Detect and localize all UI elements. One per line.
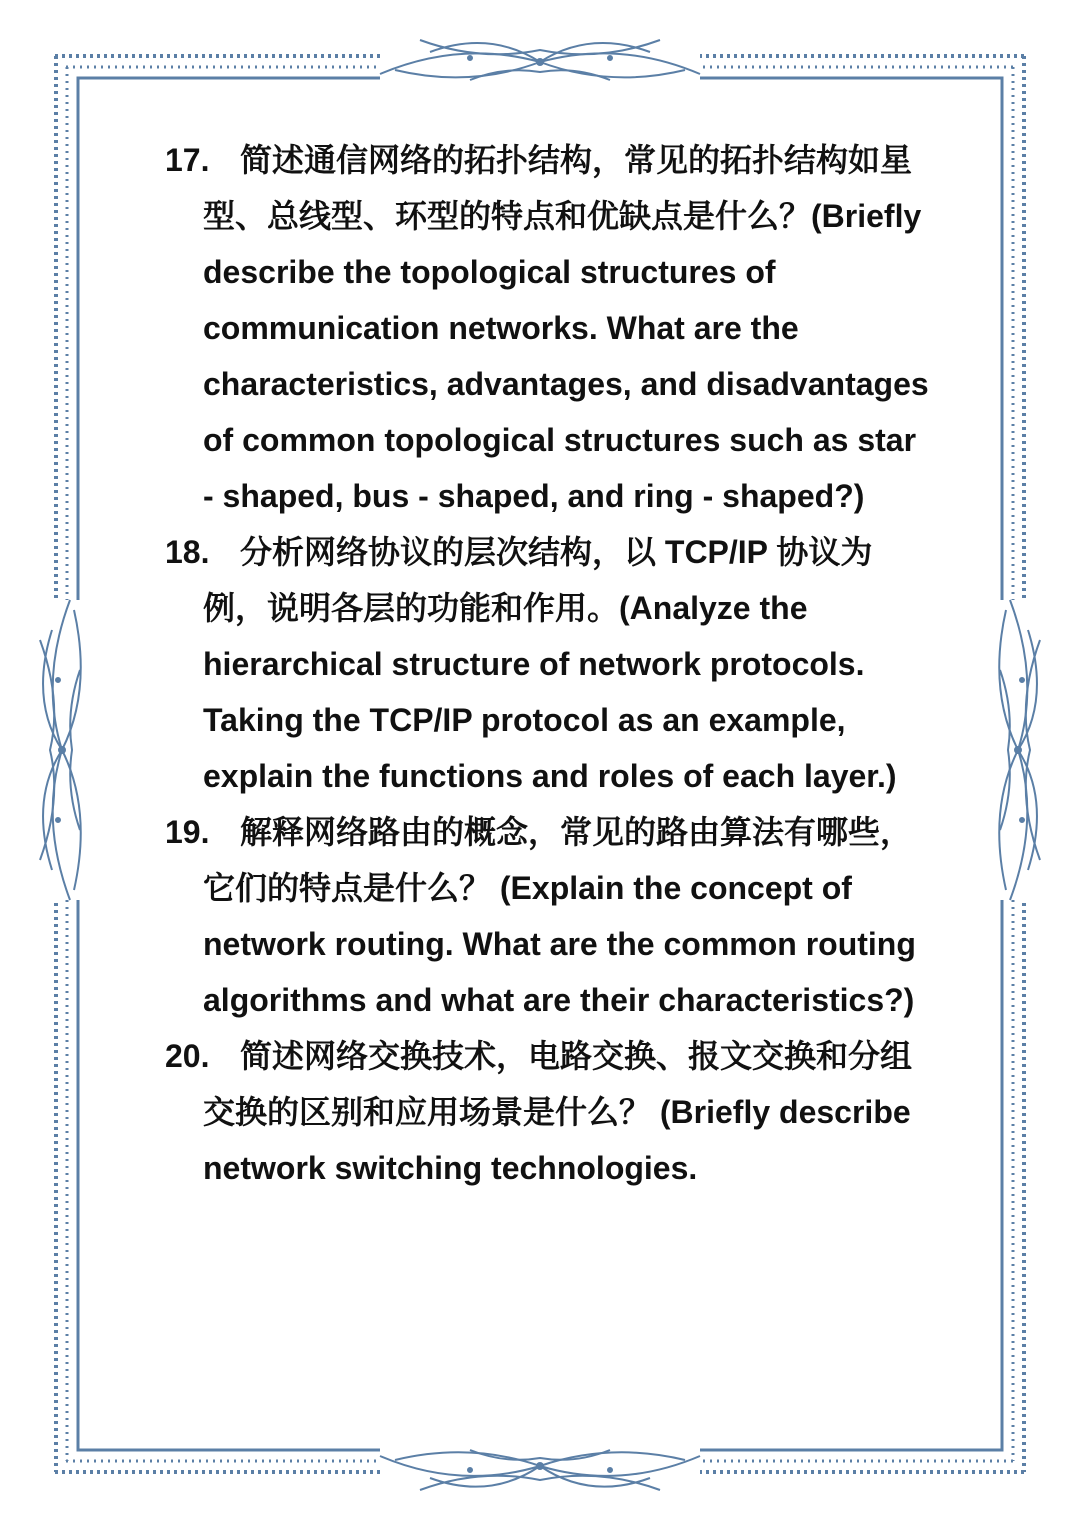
question-text: 分析网络协议的层次结构，以 TCP/IP 协议为例，说明各层的功能和作用。(Analyze the hierarchical structure of network protocols. Taking the TCP/IP protocol as an example, explain the functions and roles of each layer.)	[203, 534, 897, 794]
question-number: 20.	[165, 1038, 210, 1074]
question-17	[165, 132, 935, 524]
question-19	[165, 804, 935, 1028]
question-20	[165, 1028, 935, 1196]
question-text: 解释网络路由的概念，常见的路由算法有哪些，它们的特点是什么？ (Explain the concept of network routing. What are the common routing algorithms and what are their characteristics?)	[203, 814, 916, 1018]
question-text: 简述通信网络的拓扑结构，常见的拓扑结构如星型、总线型、环型的特点和优缺点是什么？(Briefly describe the topological structures of communication networks. What are the characteristics, advantages, and disadvantages of common topological structures such as star - shaped, bus - shaped, and ring - shaped?)	[203, 142, 929, 514]
question-list	[165, 132, 935, 1196]
question-number: 17.	[165, 142, 210, 178]
question-text: 简述网络交换技术，电路交换、报文交换和分组交换的区别和应用场景是什么？ (Briefly describe network switching technologies.	[203, 1038, 913, 1186]
question-18	[165, 524, 935, 804]
question-number: 18.	[165, 534, 210, 570]
question-number: 19.	[165, 814, 210, 850]
